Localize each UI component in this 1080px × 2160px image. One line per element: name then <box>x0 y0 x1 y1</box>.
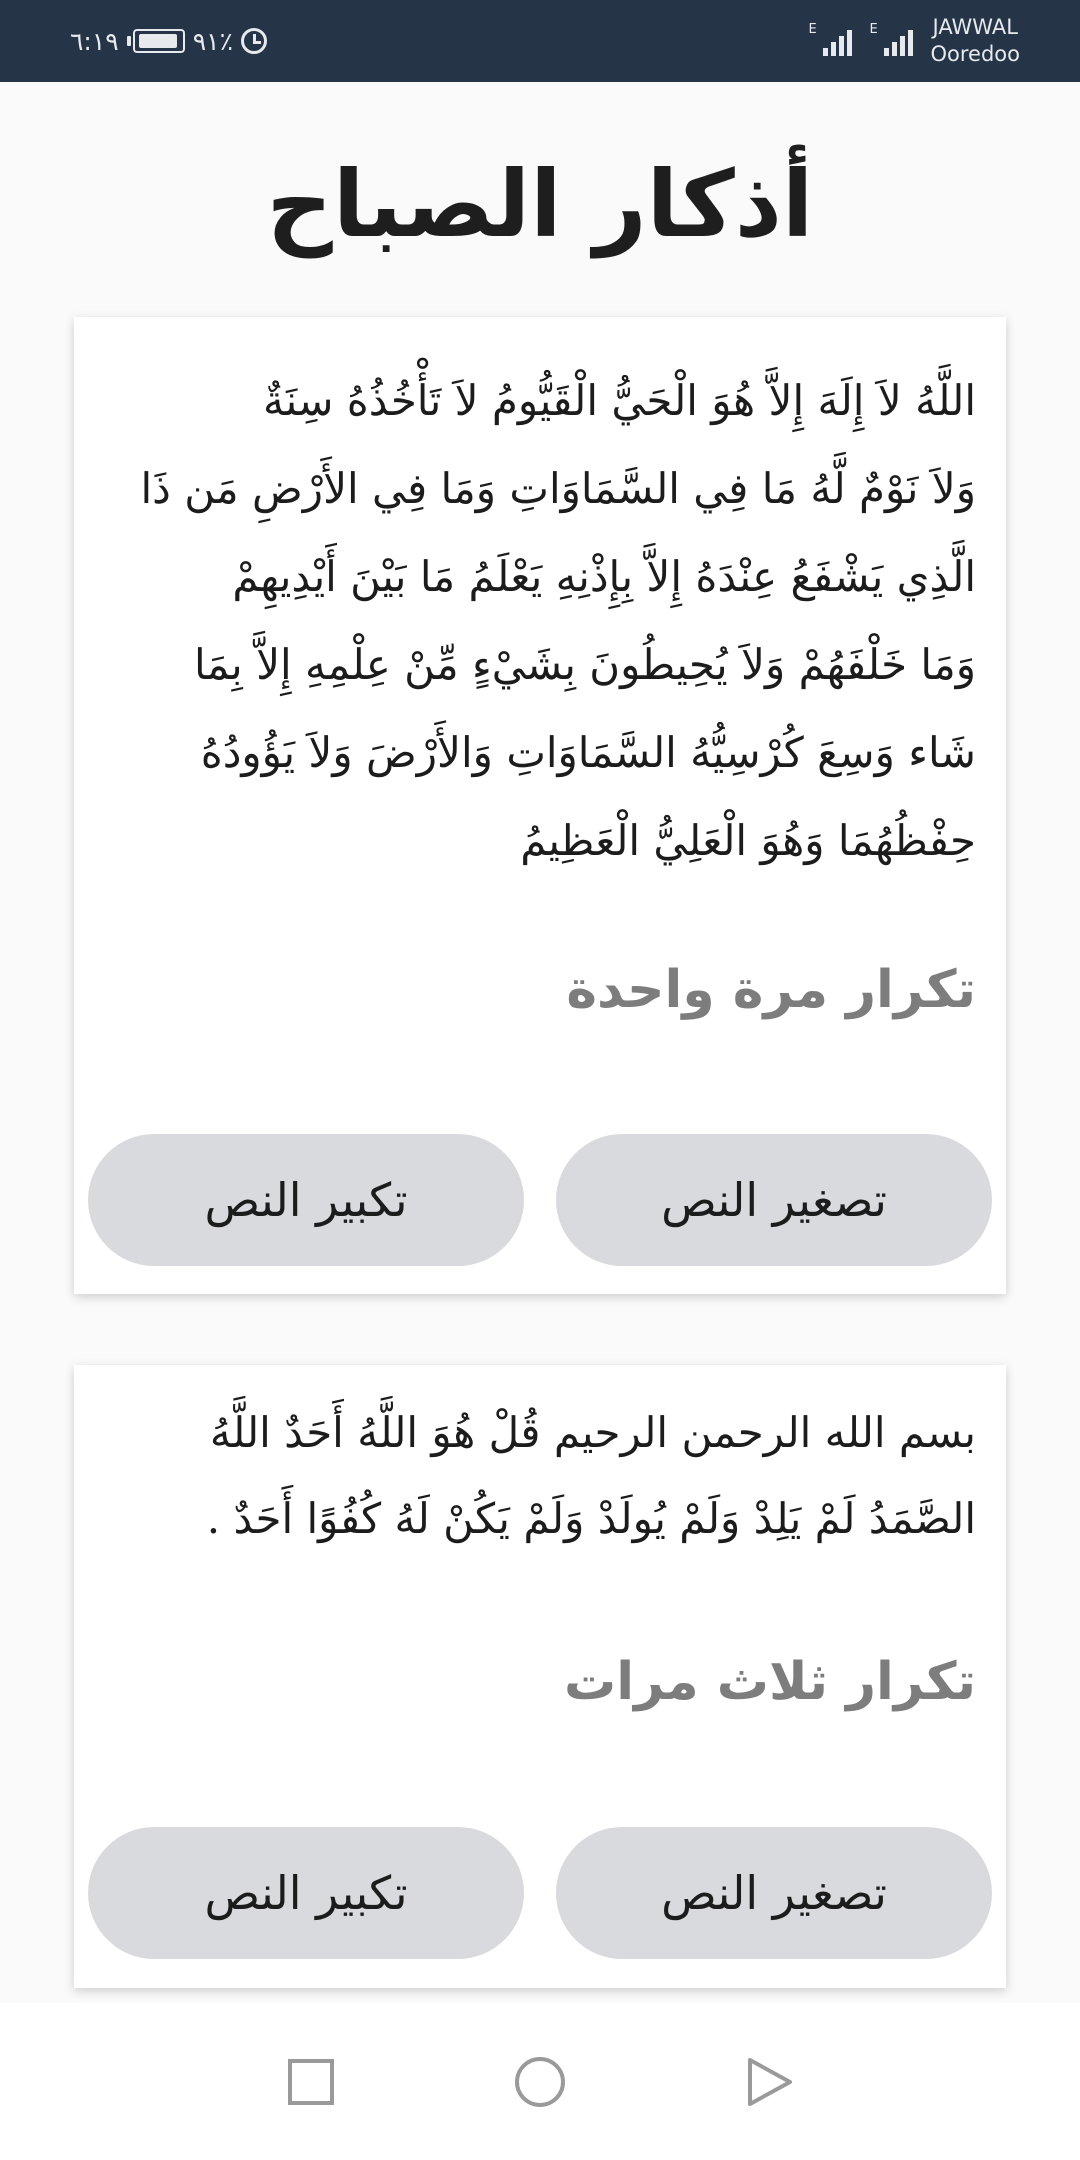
signal-icon <box>808 22 852 56</box>
carrier-jawwal: JAWWAL <box>932 15 1018 39</box>
dhikr-line: الَّذِي يَشْفَعُ عِنْدَهُ إِلاَّ بِإِذْنِهِ يَعْلَمُ مَا بَيْنَ أَيْدِيهِمْ <box>232 552 976 601</box>
dhikr-line: اللَّهُ لاَ إِلَهَ إِلاَّ هُوَ الْحَيُّ الْقَيُّومُ لاَ تَأْخُذُهُ سِنَةٌ <box>263 376 976 425</box>
repeat-count-label: تكرار مرة واحدة <box>566 960 976 1020</box>
enlarge-text-button[interactable]: تكبير النص <box>88 1827 524 1959</box>
network-type: E <box>869 22 878 37</box>
status-left-group <box>70 0 267 82</box>
recent-apps-icon <box>287 2058 335 2106</box>
dhikr-text <box>130 357 976 885</box>
home-button[interactable] <box>470 2003 610 2160</box>
page-title: أذكار الصباح <box>266 151 814 258</box>
dhikr-line: حِفْظُهُمَا وَهُوَ الْعَلِيُّ الْعَظِيمُ <box>520 816 976 865</box>
back-button[interactable] <box>700 2003 840 2160</box>
battery-icon <box>133 29 185 53</box>
signal-icon <box>869 22 913 56</box>
enlarge-text-button[interactable]: تكبير النص <box>88 1134 524 1266</box>
dhikr-line: وَلاَ نَوْمٌ لَّهُ مَا فِي السَّمَاوَاتِ وَمَا فِي الأَرْضِ مَن ذَا <box>140 464 976 513</box>
battery-tip <box>127 36 131 46</box>
carrier-ooredoo: Ooredoo <box>930 42 1020 66</box>
dhikr-line: الصَّمَدُ لَمْ يَلِدْ وَلَمْ يُولَدْ وَلَمْ يَكُنْ لَهُ كُفُوًا أَحَدٌ . <box>206 1494 976 1543</box>
shrink-text-button[interactable]: تصغير النص <box>556 1827 992 1959</box>
back-icon <box>745 2056 795 2108</box>
dhikr-text <box>130 1390 976 1562</box>
shrink-text-button[interactable]: تصغير النص <box>556 1134 992 1266</box>
dhikr-card <box>74 317 1006 1294</box>
status-bar <box>0 0 1080 82</box>
recent-apps-button[interactable] <box>241 2003 381 2160</box>
battery-percent: ٩١٪ <box>192 26 234 56</box>
alarm-icon <box>241 28 267 54</box>
carrier-names <box>931 14 1021 68</box>
dhikr-line: بسم الله الرحمن الرحيم قُلْ هُوَ اللَّهُ أَحَدٌ اللَّهُ <box>209 1408 976 1457</box>
status-time: ٦:١٩ <box>70 26 119 56</box>
dhikr-line: شَاء وَسِعَ كُرْسِيُّهُ السَّمَاوَاتِ وَالأَرْضَ وَلاَ يَؤُودُهُ <box>200 728 976 777</box>
repeat-count-label: تكرار ثلاث مرات <box>564 1652 976 1712</box>
home-icon <box>513 2055 567 2109</box>
navigation-bar <box>0 2003 1080 2160</box>
status-right-group <box>809 0 1021 82</box>
dhikr-line: وَمَا خَلْفَهُمْ وَلاَ يُحِيطُونَ بِشَيْءٍ مِّنْ عِلْمِهِ إِلاَّ بِمَا <box>193 640 976 689</box>
network-type: E <box>808 22 817 37</box>
dhikr-card <box>74 1365 1006 1988</box>
